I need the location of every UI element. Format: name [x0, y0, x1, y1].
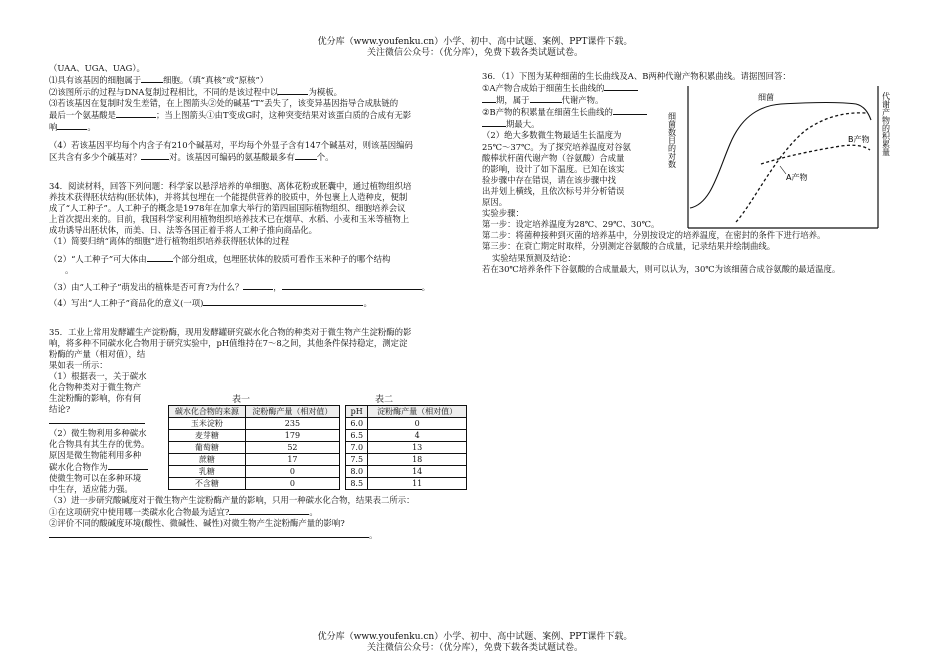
table1-cell: 乳糖	[169, 466, 246, 478]
pointer-a	[780, 166, 786, 174]
q36-steps: 实验步骤：	[482, 208, 524, 219]
table1-cell: 0	[245, 478, 339, 490]
table2-header: 淀粉酶产量（相对值）	[368, 406, 467, 418]
q34-2: （2）“人工种子”可大体由 个部分组成，包埋胚状体的胶质可看作玉米种子的哪个结构	[49, 254, 391, 265]
table1-cell: 不含糖	[169, 478, 246, 490]
q36-1a: ①A产物合成始于细菌生长曲线的	[482, 82, 902, 94]
table1	[168, 405, 340, 490]
q35-1: 结论?	[49, 404, 71, 415]
q34-4: （4）写出“人工种子”商品化的意义(一项) 。	[49, 297, 372, 308]
q36-1b: 期最大。	[482, 118, 902, 130]
q36-conclusion: 若在30℃培养条件下谷氨酸的合成量最大，则可以认为，30℃为该细菌合成谷氨酸的最适温度。	[482, 263, 841, 274]
q36-2: 酸棒状杆菌代谢产物（谷氨酸）合成量	[482, 152, 625, 163]
table1-cell: 葡萄糖	[169, 442, 246, 454]
q34-1: （1）简要归纳“离体的细胞”进行植物组织培养获得胚状体的过程	[49, 236, 290, 247]
q33-3b: 最后一个氨基酸是 ；当上图箭头①由T变成G时，这种突变结果对该蛋白质的合成有无影	[49, 110, 412, 121]
footer-line-2: 关注微信公众号：（优分库），免费下载各类试题试卷。	[366, 643, 583, 654]
label-product-b: B产物	[848, 135, 870, 144]
table1-row	[169, 466, 340, 478]
q34-3: （3）由“人工种子”萌发出的植株是否可育?为什么？ ， 。	[49, 281, 431, 292]
table2-cell: 13	[368, 442, 467, 454]
table1-cell: 52	[245, 442, 339, 454]
q36-step3: 第三步：在衰亡期定时取样，分别测定谷氨酸的合成量，记录结果并绘制曲线。	[482, 241, 776, 252]
table1-row	[169, 478, 340, 490]
table1-cell: 0	[245, 466, 339, 478]
table2-row	[346, 466, 467, 478]
table1-row	[169, 454, 340, 466]
q35-2: 碳水化合物作为	[49, 461, 469, 473]
footer-line-1: 优分库（www.youfenku.cn）小学、初中、高中试题、案例、PPT课件下载。	[317, 632, 633, 642]
table1-row	[169, 418, 340, 430]
q35-1: （1）根据表一，关于碳水	[49, 371, 147, 382]
q35-2: （2）微生物利用多种碳水	[49, 427, 147, 438]
table2-cell: 4	[368, 430, 467, 442]
page-footer	[0, 632, 950, 655]
q36-1b: ②B产物的积累量在细菌生长曲线的	[482, 106, 902, 118]
q33-4b: 区共含有多少个碱基对？ 对。该基因可编码的氨基酸最多有 个。	[49, 151, 334, 162]
q33-3c: 响 。	[49, 122, 96, 133]
table1-cell: 179	[245, 430, 339, 442]
bacteria-curve	[690, 103, 871, 209]
y-label-right: 代谢产物的积累量	[881, 92, 891, 156]
q35-text: 果如表一所示：	[49, 359, 108, 370]
q34-text: 34．阅读材料，回答下列问题：科学家以悬浮培养的单细胞、离体花粉或胚囊中，通过植物组织培	[49, 180, 412, 191]
label-product-a: A产物	[786, 173, 808, 182]
table1-cell: 17	[245, 454, 339, 466]
q35-text: 35．工业上常用发酵罐生产淀粉酶，现用发酵罐研究碳水化合物的种类对于微生物产生淀粉酶的影	[49, 326, 412, 337]
table2-row	[346, 478, 467, 490]
table2-cell: 6.0	[346, 418, 368, 430]
q35-3b: ②评价不同的酸碱度环境(酸性、微碱性、碱性)对微生物产生淀粉酶产量的影响?	[49, 518, 345, 529]
table1-header: 淀粉酶产量（相对值）	[245, 406, 339, 418]
table2-row	[346, 418, 467, 430]
q36-2: 出并划上横线，且依次标号并分析错误	[482, 185, 625, 196]
q33-3: ⑶若该基因在复制时发生差错，在上图箭头②处的碱基“T”丢失了，该变异基因指导合成肽链的	[49, 98, 399, 109]
table2-cell: 8.0	[346, 466, 368, 478]
table2-cell: 11	[368, 478, 467, 490]
q35-3a: ①在这项研究中使用哪一类碳水化合物最为适宜? 。	[49, 507, 318, 518]
table2-cell: 14	[368, 466, 467, 478]
q35-2: 使微生物可以在多种环境	[49, 472, 142, 483]
table1-cell: 玉米淀粉	[169, 418, 246, 430]
table1-header: 碳水化合物的来源	[169, 406, 246, 418]
table2-cell: 7.0	[346, 442, 368, 454]
q35-2: 原因是微生物能利用多种	[49, 449, 142, 460]
q36-2: 25℃～37℃。为了探究培养温度对谷氨	[482, 141, 631, 152]
q34-text: 养技术获得胚状结构(胚状体)，并将其包埋在一个能提供营养的胶质中，外包裹上人造种皮，便制	[49, 191, 408, 202]
q36-title: 36．（1）下图为某种细菌的生长曲线及A、B两种代谢产物积累曲线。请据图回答：	[482, 71, 791, 81]
table2-row	[346, 454, 467, 466]
table1-row	[169, 442, 340, 454]
q34-2b: 。	[65, 265, 74, 276]
q35-3: （3）进一步研究酸碱度对于微生物产生淀粉酶产量的影响，只用一种碳水化合物，结果表二所示：	[49, 495, 415, 506]
table2-row	[346, 442, 467, 454]
q33-2: ⑵该图所示的过程与DNA复制过程相比，不同的是该过程中以 为模板。	[49, 87, 342, 98]
table1-cell: 麦芽糖	[169, 430, 246, 442]
q36-1a: 期，属于 代谢产物。	[482, 94, 902, 106]
table2-row	[346, 430, 467, 442]
q34-text: 成功诱导出胚状体，而美、日、法等各国正着手将人工种子推向商品化。	[49, 225, 317, 236]
q36-2: 原因。	[482, 197, 508, 208]
text-line: （UAA、UGA、UAG）。	[49, 63, 145, 73]
table1-caption: 表一	[232, 395, 251, 405]
header-line-1: 优分库（www.youfenku.cn）小学、初中、高中试题、案例、PPT课件下载。	[317, 37, 633, 47]
y-label-left: 细菌数目的对数	[667, 112, 677, 168]
q35-text: 粉酶的产量（相对值），结	[49, 348, 146, 359]
table2-caption: 表二	[375, 395, 394, 405]
q36-2: 的影响，设计了如下温度。已知在该实	[482, 163, 625, 174]
table2-cell: 18	[368, 454, 467, 466]
q36-2: 验步骤中存在错误，请在该步骤中找	[482, 174, 616, 185]
table1-cell: 235	[245, 418, 339, 430]
growth-curve-graph	[666, 82, 896, 237]
q33-1: ⑴具有该基因的细胞属于 细胞。（填“真核”或“原核”）	[49, 75, 269, 86]
q35-text: 响，将多种不同碳水化合物用于研究实验中，pH值维持在7～8之间，其他条件保持稳定，测定淀	[49, 337, 408, 348]
table1-cell: 蔗糖	[169, 454, 246, 466]
table2-cell: 0	[368, 418, 467, 430]
q36-step1: 第一步：设定培养温度为28℃、29℃、30℃。	[482, 219, 660, 230]
q36-2: （2）绝大多数微生物最适生长温度为	[482, 130, 622, 141]
label-bacteria: 细菌	[758, 93, 774, 102]
table2-cell: 6.5	[346, 430, 368, 442]
page-header	[0, 37, 950, 60]
table2-header: pH	[346, 406, 368, 418]
q35-2: 中生存，适应能力强。	[49, 484, 133, 494]
product-a-curve	[736, 113, 866, 222]
q35-1: 生淀粉酶的影响，你有何	[49, 393, 142, 404]
table1-row	[169, 430, 340, 442]
table2	[345, 405, 467, 490]
header-line-2: 关注微信公众号：（优分库），免费下载各类试题试卷。	[366, 48, 583, 59]
q34-text: 成了“人工种子”。人工种子的概念是1978年在加拿大举行的第四届国际植物组织、细胞培养会议	[49, 202, 406, 213]
q35-2: 化合物具有其生存的优势。	[49, 438, 150, 449]
q36-results: 实验结果预测及结论：	[492, 252, 576, 263]
q36-step2: 第二步：将菌种接种到灭菌的培养基中，分别按设定的培养温度，在密封的条件下进行培养。	[482, 230, 826, 241]
q33-4: （4）若该基因平均每个内含子有210个碱基对，平均每个外显子含有147个碱基对，则该基因编码	[49, 139, 413, 150]
table2-cell: 8.5	[346, 478, 368, 490]
q34-text: 上首次提出来的。目前，我国科学家利用植物组织培养技术已在烟草、水稻、小麦和玉米等植物上	[49, 214, 410, 225]
q35-3b-blank: 。	[49, 529, 469, 541]
table2-cell: 7.5	[346, 454, 368, 466]
q35-1: 化合物种类对于微生物产	[49, 382, 142, 393]
